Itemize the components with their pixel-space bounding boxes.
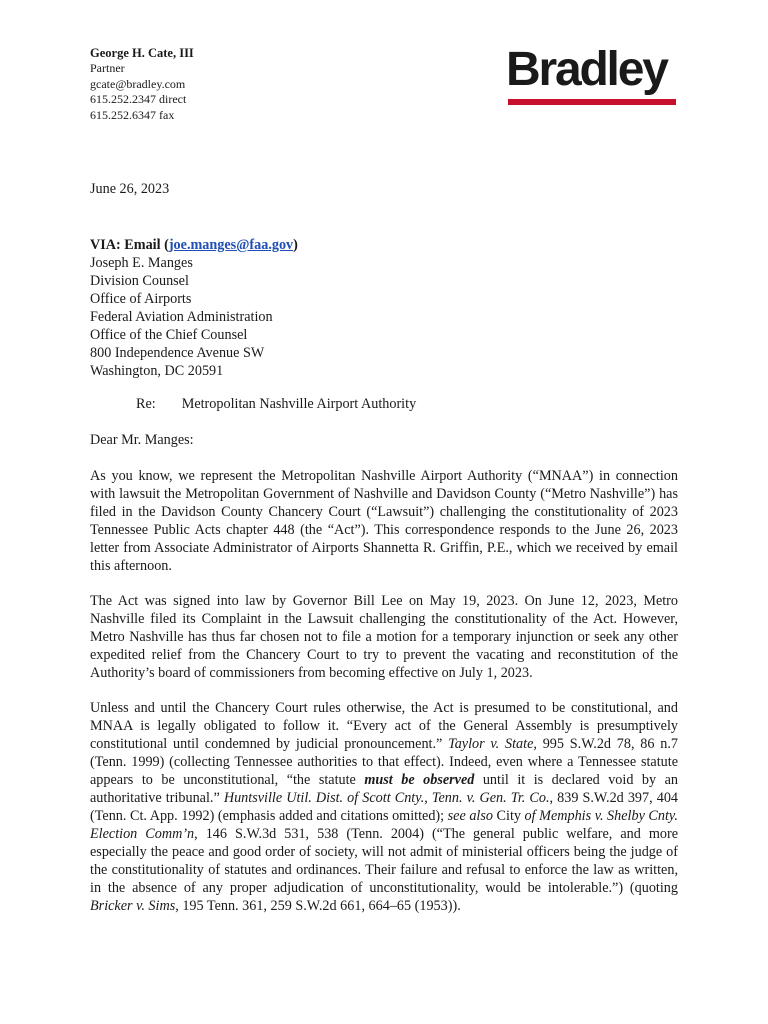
via-suffix: )	[293, 237, 298, 253]
recipient-block	[90, 236, 678, 380]
text-run: , 995 S.W.2d 78, 86 n.7 (Tenn. 1999) (collecting Tennessee authorities to that effect). Indeed, even where a Tennessee statute appears to be unconstitutional, “the statute	[90, 736, 678, 788]
sender-block	[90, 46, 194, 123]
recipient-line: Office of the Chief Counsel	[90, 327, 248, 343]
sender-email[interactable]: gcate@bradley.com	[90, 76, 186, 91]
salutation: Dear Mr. Manges:	[90, 432, 194, 448]
delivery-method	[90, 236, 678, 254]
recipient-line: Joseph E. Manges	[90, 255, 193, 271]
text-run: until it is declared void by an authoritative tribunal.”	[90, 772, 679, 806]
case-citation: Huntsville Util. Dist. of Scott Cnty., Tenn. v. Gen. Tr. Co.	[223, 790, 550, 806]
case-citation: Taylor v. State	[448, 736, 534, 752]
case-citation: of Memphis v. Shelby Cnty. Election Comm’n	[90, 808, 678, 842]
case-citation: Bricker v. Sims	[90, 898, 176, 914]
recipient-line: Office of Airports	[90, 291, 192, 307]
text-run: , 839 S.W.2d 397, 404 (Tenn. Ct. App. 1992) (emphasis added and citations omitted);	[90, 790, 679, 824]
text-run: City	[492, 808, 525, 824]
recipient-line: Division Counsel	[90, 273, 189, 289]
recipient-line: Federal Aviation Administration	[90, 309, 273, 325]
re-label: Re:	[136, 396, 156, 412]
text-run: , 146 S.W.3d 531, 538 (Tenn. 2004) (“The general public welfare, and more especially the peace and good order of society, will not admit of ministerial officers being the judge of the constitutionality of statutes and ordinances. Their failure and refusal to enforce the law as written, in the absence of any proper adjudication of unconstitutionality, would be intolerable.”) (quoting	[90, 826, 678, 896]
signal-see-also: see also	[447, 808, 493, 824]
recipient-email-link[interactable]: joe.manges@faa.gov	[168, 237, 294, 253]
text-run: Unless and until the Chancery Court rules otherwise, the Act is presumed to be constitutional, and MNAA is legally obligated to follow it. “Every act of the General Assembly is presumptively constitutional until condemned by judicial pronouncement.”	[90, 700, 678, 752]
logo-underline-bar	[508, 99, 676, 105]
recipient-line: Washington, DC 20591	[90, 363, 224, 379]
paragraph-2: The Act was signed into law by Governor Bill Lee on May 19, 2023. On June 12, 2023, Metro Nashville filed its Complaint in the Lawsuit challenging the constitutionality of the Act. However, Metro Nashville has thus far chosen not to file a motion for a temporary injunction or seek any other expedited relief from the Chancery Court to try to prevent the vacating and reconstitution of the Authority’s board of commissioners from becoming effective on July 1, 2023.	[90, 593, 678, 681]
bradley-logo	[506, 44, 678, 106]
paragraph-3	[90, 699, 678, 915]
sender-name: George H. Cate, III	[90, 46, 194, 60]
text-run: , 195 Tenn. 361, 259 S.W.2d 661, 664–65 (1953)).	[175, 898, 461, 914]
sender-title: Partner	[90, 61, 125, 76]
subject-line	[136, 395, 416, 413]
via-prefix: VIA: Email (	[90, 237, 169, 253]
paragraph-1: As you know, we represent the Metropolitan Nashville Airport Authority (“MNAA”) in connection with lawsuit the Metropolitan Government of Nashville and Davidson County (“Metro Nashville”) has filed in the Davidson County Chancery Court (“Lawsuit”) challenging the constitutionality of 2023 Tennessee Public Acts chapter 448 (the “Act”). This correspondence responds to the June 26, 2023 letter from Associate Administrator of Airports Shannetta R. Griffin, P.E., which we received by email this afternoon.	[90, 468, 678, 574]
emphasis: must be observed	[364, 772, 475, 788]
sender-fax: 615.252.6347 fax	[90, 107, 175, 122]
recipient-line: 800 Independence Avenue SW	[90, 345, 265, 361]
re-subject: Metropolitan Nashville Airport Authority	[181, 396, 417, 412]
sender-direct-phone: 615.252.2347 direct	[90, 92, 187, 107]
letter-date: June 26, 2023	[90, 181, 170, 197]
logo-wordmark: Bradley	[506, 43, 667, 96]
